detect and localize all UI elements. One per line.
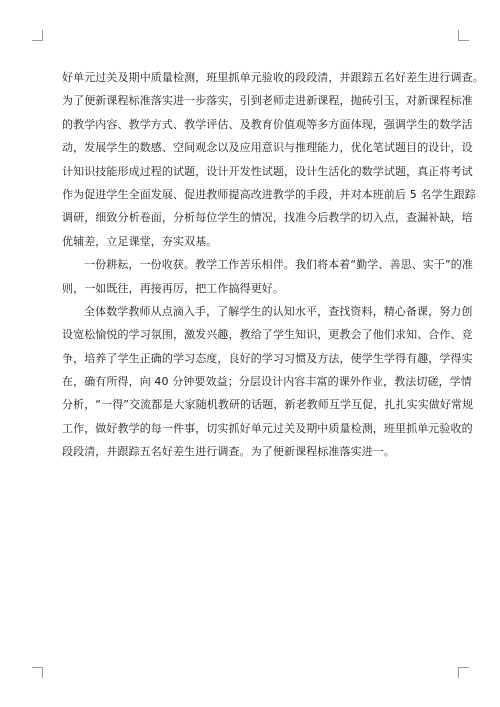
text-line: 则，一如既往，再接再厉，把工作搞得更好。 xyxy=(62,281,284,295)
text-line: 好单元过关及期中质量检测，班里抓单元验收的段段清，并跟踪五名好差生进行调查。 xyxy=(62,71,484,84)
document-body xyxy=(62,66,484,464)
crop-mark-bottom-left xyxy=(32,667,43,678)
text-line: 为了便新课程标准落实进一步落实，引到老师走进新课程，抛砖引玉，对新课程标准 xyxy=(62,94,473,108)
paragraph xyxy=(62,253,473,300)
text-line: 分析，“一得”交流都是大家随机教研的话题，新老教师互学互促，扎扎实实做好常规 xyxy=(62,398,474,412)
text-line: 一份耕耘，一份收获。教学工作苦乐相伴。我们将本着“勤学、善思、实干”的准 xyxy=(84,258,473,272)
crop-mark-bottom-right xyxy=(458,667,469,678)
text-line: 在，确有所得，向 40 分钟要效益；分层设计内容丰富的课外作业，教法切磋，学情 xyxy=(62,375,472,389)
text-line: 优辅差，立足课堂，夯实双基。 xyxy=(62,234,218,248)
text-line: 段段清，并跟踪五名好差生进行调查。为了便新课程标准落实进一。 xyxy=(62,445,395,459)
text-line: 计知识技能形成过程的试题，设计开发性试题，设计生活化的数学试题，真正将考试 xyxy=(62,164,473,178)
text-line: 的教学内容、教学方式、教学评估、及教育价值观等多方面体现，强调学生的数学活 xyxy=(62,117,473,131)
text-line: 全体数学教师从点滴入手，了解学生的认知水平，查找资料，精心备课，努力创 xyxy=(84,304,473,318)
crop-mark-top-left xyxy=(32,30,43,41)
text-line: 设宽松愉悦的学习氛围，激发兴趣，教给了学生知识，更教会了他们求知、合作、竞 xyxy=(62,328,473,342)
text-line: 争，培养了学生正确的学习态度，良好的学习习惯及方法，使学生学得有趣，学得实 xyxy=(62,351,473,365)
paragraph xyxy=(62,66,484,253)
paragraph xyxy=(62,300,474,464)
text-line: 动，发展学生的数感、空间观念以及应用意识与推理能力，优化笔试题目的设计，设 xyxy=(62,141,473,155)
crop-mark-top-right xyxy=(458,30,469,41)
text-line: 作为促进学生全面发展、促进教师提高改进教学的手段，并对本班前后 5 名学生跟踪 xyxy=(62,187,476,201)
text-line: 调研，细致分析卷面，分析每位学生的情况，找准今后教学的切入点，查漏补缺，培 xyxy=(62,211,473,225)
text-line: 工作，做好教学的每一件事，切实抓好单元过关及期中质量检测，班里抓单元验收的 xyxy=(62,421,473,435)
